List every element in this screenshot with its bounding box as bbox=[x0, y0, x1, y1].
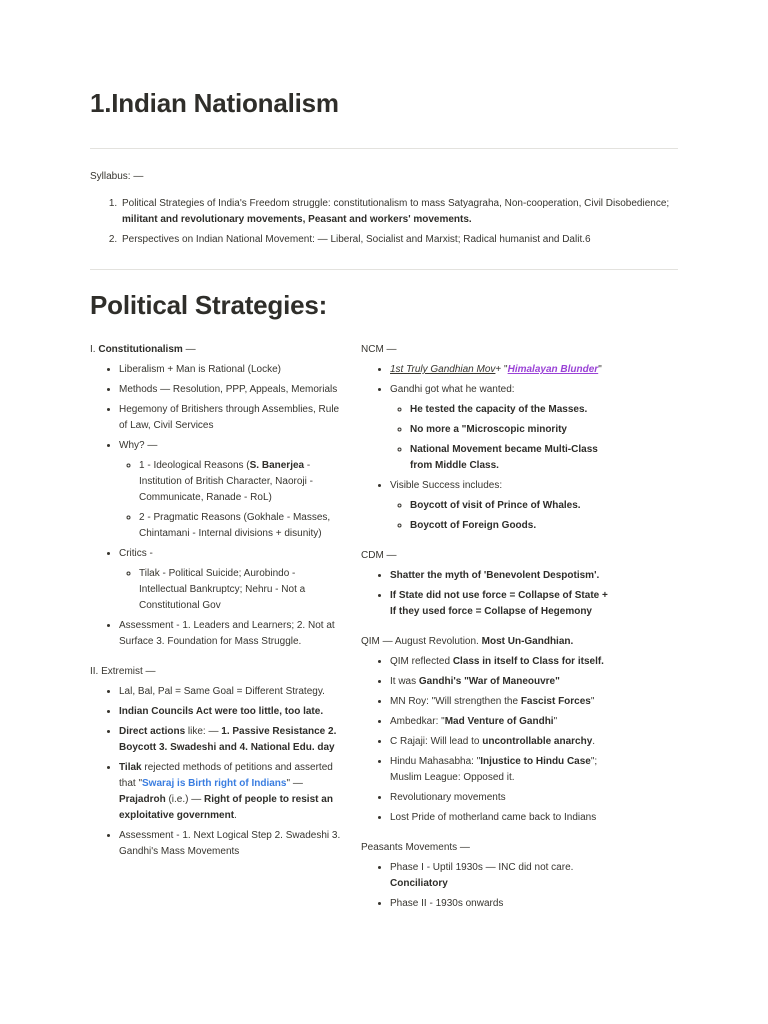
left-column bbox=[90, 342, 345, 874]
success-sublist bbox=[390, 498, 616, 534]
list-item: • Hegemony of Britishers through Assemblies, Rule of Law, Civil Services bbox=[119, 402, 345, 434]
divider bbox=[90, 148, 678, 149]
syllabus-item: 1. Political Strategies of India's Freedom struggle: constitutionalism to mass Satyagraha, Non-cooperation, Civil Disobedience; militant and revolutionary movements, Peasant and workers' movements. bbox=[120, 196, 680, 228]
list-item: • Ambedkar: "Mad Venture of Gandhi" bbox=[390, 714, 616, 730]
constitutionalism-heading: I. Constitutionalism — bbox=[90, 344, 196, 355]
list-item: • Assessment - 1. Next Logical Step 2. Swadeshi 3. Gandhi's Mass Movements bbox=[119, 828, 345, 860]
list-item: • Gandhi got what he wanted: ◦ He tested the capacity of the Masses. ◦ No more a "Microscopic minority ◦ National Movement became Multi-Class from Middle Class. bbox=[390, 382, 616, 474]
gandhi-sublist bbox=[390, 402, 616, 474]
cdm-heading: CDM — bbox=[361, 550, 397, 561]
list-item: • Phase II - 1930s onwards bbox=[390, 896, 616, 912]
qim-heading: QIM — August Revolution. Most Un-Gandhian. bbox=[361, 636, 574, 647]
list-item: • Lost Pride of motherland came back to Indians bbox=[390, 810, 616, 826]
list-item: • Direct actions like: — 1. Passive Resistance 2. Boycott 3. Swadeshi and 4. National Edu. day bbox=[119, 724, 345, 756]
list-item: ◦ Boycott of visit of Prince of Whales. bbox=[410, 498, 616, 514]
peasants-list bbox=[361, 860, 616, 912]
list-item: • Tilak rejected methods of petitions and asserted that "Swaraj is Birth right of Indians" — Prajadroh (i.e.) — Right of people to resist an exploitative government. bbox=[119, 760, 345, 824]
list-item: • Lal, Bal, Pal = Same Goal = Different Strategy. bbox=[119, 684, 345, 700]
list-item: • Liberalism + Man is Rational (Locke) bbox=[119, 362, 345, 378]
list-item: ◦ He tested the capacity of the Masses. bbox=[410, 402, 616, 418]
ncm-list bbox=[361, 362, 616, 534]
list-item: • Phase I - Uptil 1930s — INC did not care. Conciliatory bbox=[390, 860, 616, 892]
list-item: • Hindu Mahasabha: "Injustice to Hindu Case"; Muslim League: Opposed it. bbox=[390, 754, 616, 786]
right-column bbox=[361, 342, 616, 926]
ncm-link[interactable]: 1st Truly Gandhian Mov bbox=[390, 364, 496, 375]
extremist-list bbox=[90, 684, 345, 860]
cdm-list bbox=[361, 568, 616, 620]
list-item: • Assessment - 1. Leaders and Learners; 2. Not at Surface 3. Foundation for Mass Struggle. bbox=[119, 618, 345, 650]
list-item: • Shatter the myth of 'Benevolent Despotism'. bbox=[390, 568, 616, 584]
constitutionalism-list bbox=[90, 362, 345, 650]
critics-sublist bbox=[119, 566, 345, 614]
list-item: ◦ 1 - Ideological Reasons (S. Banerjea - Institution of British Character, Naoroji - Communicate, Ranade - RoL) bbox=[139, 458, 345, 506]
why-sublist bbox=[119, 458, 345, 542]
list-item: • Methods — Resolution, PPP, Appeals, Memorials bbox=[119, 382, 345, 398]
list-item: ◦ Tilak - Political Suicide; Aurobindo - Intellectual Bankruptcy; Nehru - Not a Constitutional Gov bbox=[139, 566, 345, 614]
list-item: • Visible Success includes: ◦ Boycott of visit of Prince of Whales. ◦ Boycott of Foreign Goods. bbox=[390, 478, 616, 534]
divider bbox=[90, 269, 678, 270]
list-item: • MN Roy: "Will strengthen the Fascist Forces" bbox=[390, 694, 616, 710]
list-item: • It was Gandhi's "War of Maneouvre" bbox=[390, 674, 616, 690]
syllabus-list bbox=[90, 196, 680, 252]
syllabus-item: 2. Perspectives on Indian National Movement: — Liberal, Socialist and Marxist; Radical humanist and Dalit.6 bbox=[120, 232, 680, 248]
list-item: • If State did not use force = Collapse of State + If they used force = Collapse of Hegemony bbox=[390, 588, 616, 620]
list-item: • Why? — ◦ 1 - Ideological Reasons (S. Banerjea - Institution of British Character, Naoroji - Communicate, Ranade - RoL) ◦ 2 - Pragmatic Reasons (Gokhale - Masses, Chintamani - Internal divisions + disunity) bbox=[119, 438, 345, 542]
highlight-quote: Swaraj is Birth right of Indians bbox=[142, 778, 287, 789]
qim-list bbox=[361, 654, 616, 826]
list-item: • 1st Truly Gandhian Mov+ "Himalayan Blunder" bbox=[390, 362, 616, 378]
extremist-heading: II. Extremist — bbox=[90, 666, 156, 677]
syllabus-label: Syllabus: — bbox=[90, 171, 144, 182]
list-item: ◦ 2 - Pragmatic Reasons (Gokhale - Masses, Chintamani - Internal divisions + disunity) bbox=[139, 510, 345, 542]
list-item: ◦ No more a "Microscopic minority bbox=[410, 422, 616, 438]
list-item: ◦ National Movement became Multi-Class from Middle Class. bbox=[410, 442, 616, 474]
section-title: Political Strategies: bbox=[90, 290, 328, 320]
list-item: • Revolutionary movements bbox=[390, 790, 616, 806]
list-item: • Critics - ◦ Tilak - Political Suicide; Aurobindo - Intellectual Bankruptcy; Nehru - Not a Constitutional Gov bbox=[119, 546, 345, 614]
page-title: 1.Indian Nationalism bbox=[90, 88, 339, 118]
himalayan-blunder-link[interactable]: Himalayan Blunder bbox=[507, 364, 599, 375]
peasants-heading: Peasants Movements — bbox=[361, 842, 470, 853]
list-item: • QIM reflected Class in itself to Class for itself. bbox=[390, 654, 616, 670]
ncm-heading: NCM — bbox=[361, 344, 397, 355]
list-item: • C Rajaji: Will lead to uncontrollable anarchy. bbox=[390, 734, 616, 750]
list-item: • Indian Councils Act were too little, too late. bbox=[119, 704, 345, 720]
list-item: ◦ Boycott of Foreign Goods. bbox=[410, 518, 616, 534]
